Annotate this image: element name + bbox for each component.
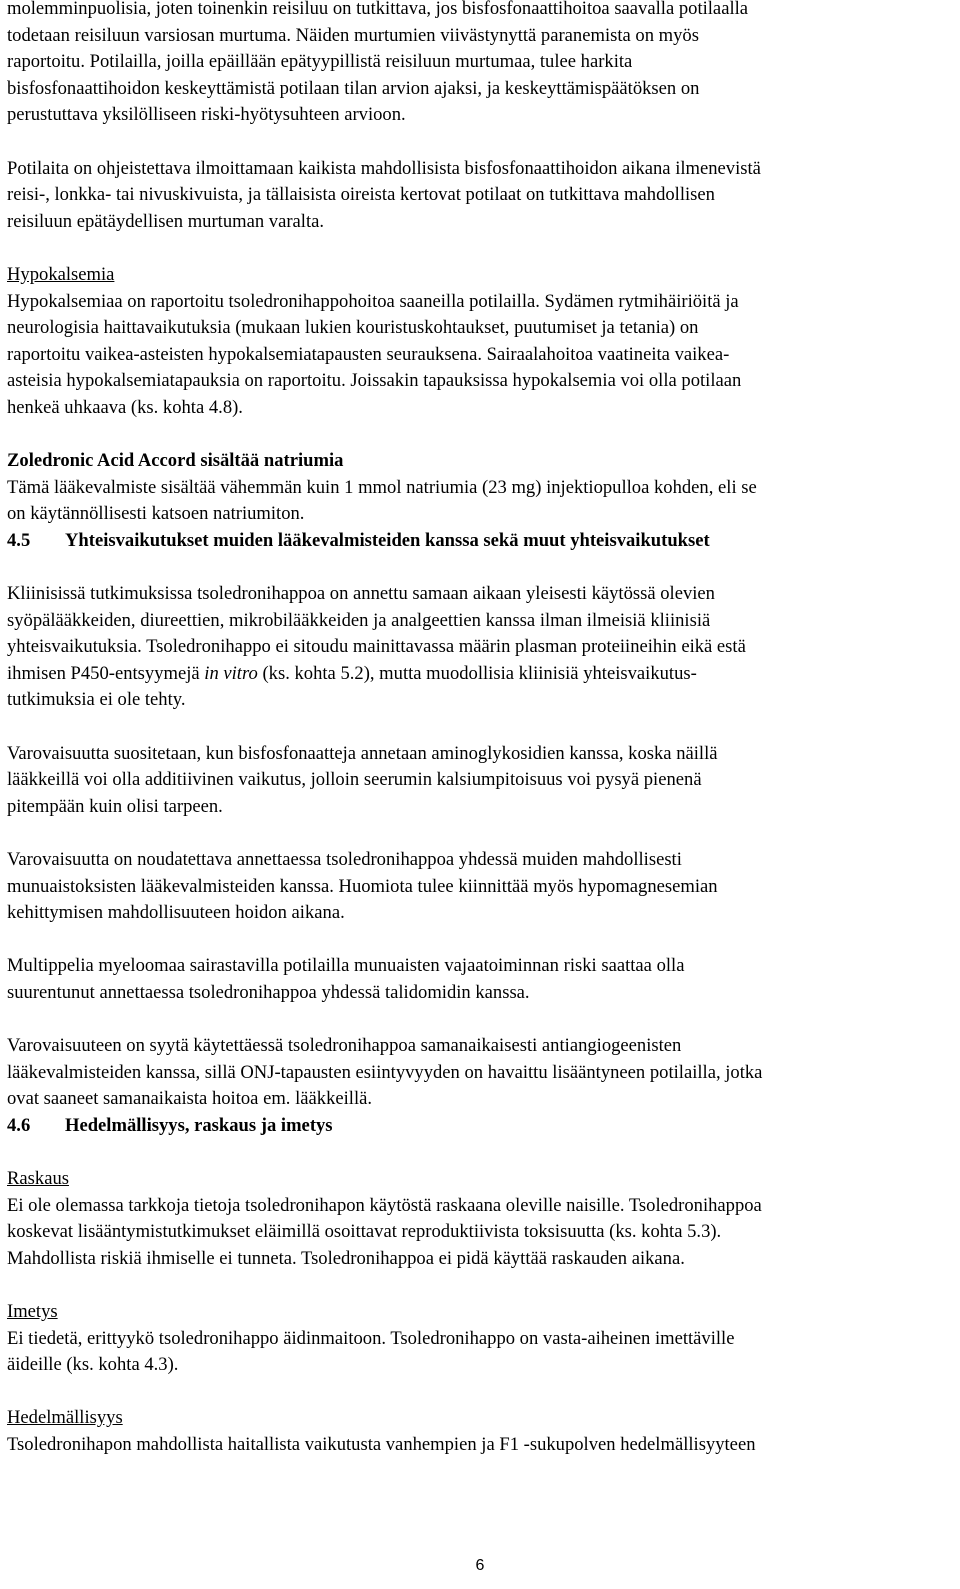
- section-number: 4.6: [7, 1114, 31, 1136]
- report-paragraph: Potilaita on ohjeistettava ilmoittamaan kaikista mahdollisista bisfosfonaattihoidon aikana ilmenevistä reisi-, lonkka- tai nivuskivuista, ja tällaisista oireista kertovat potilaat on tutkittava mahdollisen reisiluun epätäydellisen murtuman varalta.: [7, 157, 761, 232]
- hedelmallisyys-paragraph: Tsoledronihapon mahdollista haitallista vaikutusta vanhempien ja F1 -sukupolven hedelmällisyyteen: [7, 1434, 756, 1456]
- interactions-paragraph-4: Multippelia myeloomaa sairastavilla potilailla munuaisten vajaatoiminnan riski saattaa olla suurentunut annettaessa tsoledronihappoa yhdessä talidomidin kanssa.: [7, 955, 685, 1003]
- raskaus-paragraph: Ei ole olemassa tarkkoja tietoja tsoledronihapon käytöstä raskaana oleville naisille. Tsoledronihappoa koskevat lisääntymistutkimukset eläimillä osoittavat reproduktiivista toksisuutta (ks. kohta 5.3). Mahdollista riskiä ihmiselle ei tunneta. Tsoledronihappoa ei pidä käyttää raskauden aikana.: [7, 1194, 762, 1269]
- interactions-paragraph-3: Varovaisuutta on noudatettava annettaessa tsoledronihappoa yhdessä muiden mahdollisesti munuaistoksisten lääkevalmisteiden kanssa. Huomiota tulee kiinnittää myös hypomagnesemian kehittymisen mahdollisuuteen hoidon aikana.: [7, 849, 718, 924]
- raskaus-subheading: Raskaus: [7, 1168, 69, 1190]
- section-4-5-heading: [7, 528, 953, 555]
- section-number: 4.5: [7, 529, 31, 551]
- imetys-paragraph: Ei tiedetä, erittyykö tsoledronihappo äidinmaitoon. Tsoledronihappo on vasta-aiheinen imettäville äideille (ks. kohta 4.3).: [7, 1327, 735, 1376]
- hypokalsemia-paragraph: Hypokalsemiaa on raportoitu tsoledronihappohoitoa saaneilla potilailla. Sydämen rytmihäiriöitä ja neurologisia haittavaikutuksia (mukaan lukien kouristuskohtaukset, puutumiset ja tetania) on raportoitu vaikea-asteisten hypokalsemiatapausten seurauksena. Sairaalahoitoa vaatineita vaikea- asteisia hypokalsemiatapauksia on raportoitu. Joissakin tapauksissa hypokalsemia voi olla potilaan henkeä uhkaava (ks. kohta 4.8).: [7, 290, 742, 418]
- interactions-paragraph-1: Kliinisissä tutkimuksissa tsoledronihappoa on annettu samaan aikaan yleisesti käytössä olevien syöpälääkkeiden, diureettien, mikrobilääkkeiden ja analgeettien kanssa ilman ilmeisiä kliinisiä yhteisvaikutuksia. Tsoledronihappo ei sitoudu mainittavassa määrin plasman proteiineihin eikä estä ihmisen P450-entsyymejä in vitro (ks. kohta 5.2), mutta muodollisia kliinisiä yhteisvaikutus- tutkimuksia ei ole tehty.: [7, 583, 746, 711]
- section-4-6-heading: [7, 1113, 953, 1140]
- section-title: Hedelmällisyys, raskaus ja imetys: [65, 1114, 333, 1136]
- imetys-subheading: Imetys: [7, 1301, 58, 1323]
- interactions-paragraph-5: Varovaisuuteen on syytä käytettäessä tsoledronihappoa samanaikaisesti antiangiogeenisten lääkevalmisteiden kanssa, sillä ONJ-tapausten esiintyvyyden on havaittu lisääntyneen potilailla, jotka ovat saaneet samanaikaista hoitoa em. lääkkeillä.: [7, 1035, 763, 1110]
- section-title: Yhteisvaikutukset muiden lääkevalmisteiden kanssa sekä muut yhteisvaikutukset: [65, 529, 710, 551]
- interactions-paragraph-2: Varovaisuutta suositetaan, kun bisfosfonaatteja annetaan aminoglykosidien kanssa, koska näillä lääkkeillä voi olla additiivinen vaikutus, jolloin seerumin kalsiumpitoisuus voi pysyä pienenä pitempään kuin olisi tarpeen.: [7, 742, 718, 817]
- hedelmallisyys-subheading: Hedelmällisyys: [7, 1407, 123, 1429]
- hypokalsemia-subheading: Hypokalsemia: [7, 263, 115, 285]
- document-page: [7, 0, 953, 1459]
- intro-paragraph: molemminpuolisia, joten toinenkin reisiluu on tutkittava, jos bisfosfonaattihoitoa saavalla potilaalla todetaan reisiluun varsiosan murtuma. Näiden murtumien viivästynyttä paranemista on myös raportoitu. Potilailla, joilla epäillään epätyypillistä reisiluun murtumaa, tulee harkita bisfosfonaattihoidon keskeyttämistä potilaan tilan arvion ajaksi, ja keskeyttämispäätöksen on perustuttava yksilölliseen riski-hyötysuhteen arvioon.: [7, 0, 749, 126]
- sodium-paragraph: Tämä lääkevalmiste sisältää vähemmän kuin 1 mmol natriumia (23 mg) injektiopulloa kohden, eli se on käytännöllisesti katsoen natriumiton.: [7, 476, 757, 525]
- sodium-heading: Zoledronic Acid Accord sisältää natriumia: [7, 450, 344, 472]
- in-vitro-italic: in vitro: [204, 662, 258, 684]
- page-number: 6: [475, 1557, 485, 1574]
